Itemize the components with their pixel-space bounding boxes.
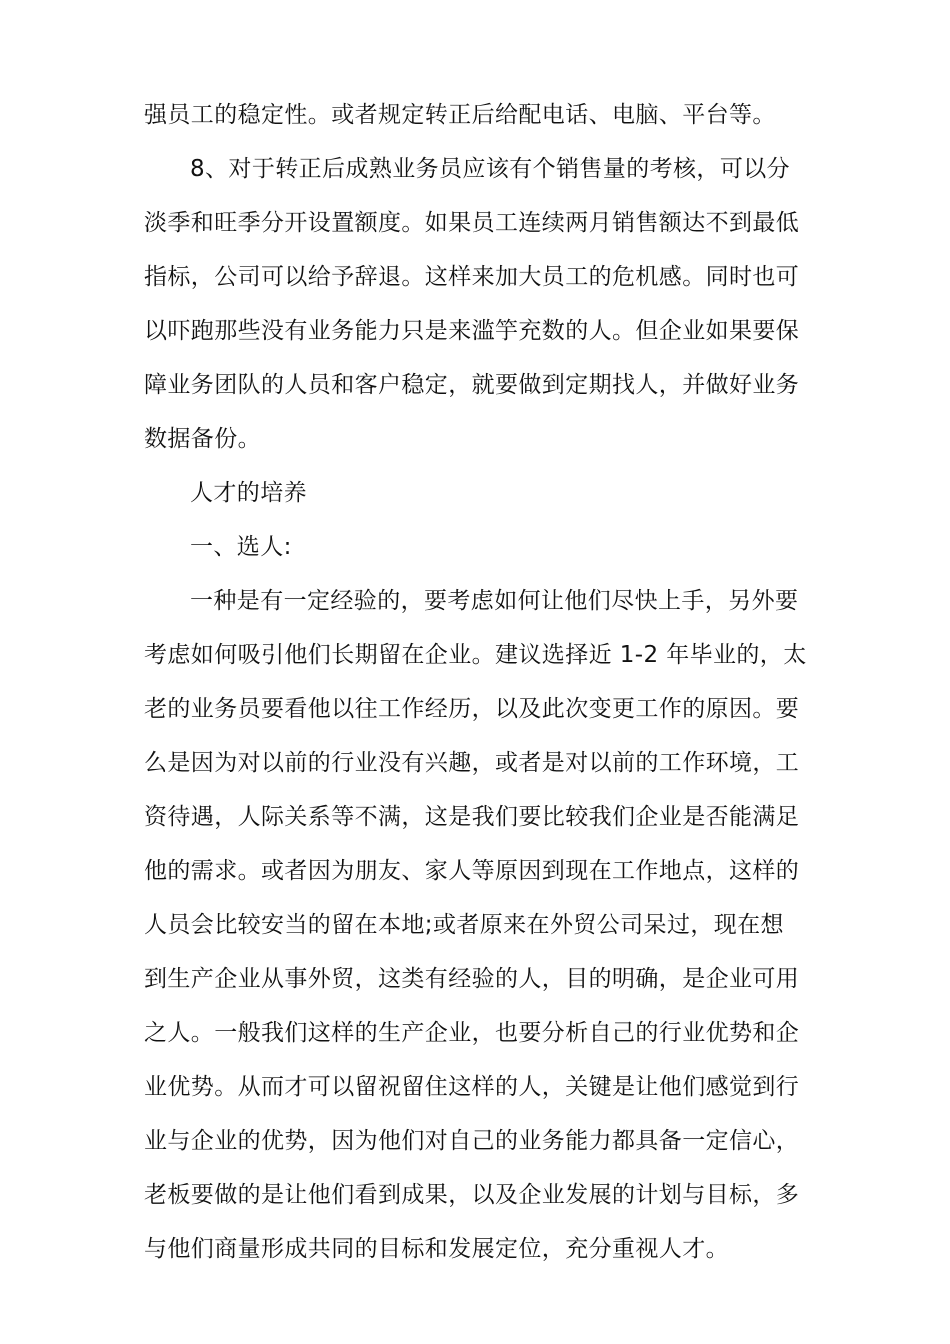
- paragraph-line: 数据备份。: [144, 426, 261, 452]
- paragraph-line: 以吓跑那些没有业务能力只是来滥竽充数的人。但企业如果要保: [144, 318, 800, 344]
- paragraph-line: 到生产企业从事外贸，这类有经验的人，目的明确，是企业可用: [144, 966, 800, 992]
- paragraph-line: 他的需求。或者因为朋友、家人等原因到现在工作地点，这样的: [144, 858, 800, 884]
- paragraph-line: 淡季和旺季分开设置额度。如果员工连续两月销售额达不到最低: [144, 210, 800, 236]
- paragraph-line: 指标，公司可以给予辞退。这样来加大员工的危机感。同时也可: [144, 264, 800, 290]
- paragraph-line: 与他们商量形成共同的目标和发展定位，充分重视人才。: [144, 1236, 729, 1262]
- section-heading: 人才的培养: [190, 480, 307, 506]
- paragraph-line: 之人。一般我们这样的生产企业，也要分析自己的行业优势和企: [144, 1020, 800, 1046]
- paragraph-line: 人员会比较安当的留在本地;或者原来在外贸公司呆过，现在想: [144, 912, 784, 938]
- paragraph-line: 8、对于转正后成熟业务员应该有个销售量的考核，可以分: [190, 156, 791, 182]
- paragraph-line: 一种是有一定经验的，要考虑如何让他们尽快上手，另外要: [190, 588, 799, 614]
- paragraph-line: 资待遇，人际关系等不满，这是我们要比较我们企业是否能满足: [144, 804, 800, 830]
- paragraph-line: 强员工的稳定性。或者规定转正后给配电话、电脑、平台等。: [144, 102, 776, 128]
- document-body: [144, 88, 824, 1276]
- paragraph-line: 考虑如何吸引他们长期留在企业。建议选择近 1-2 年毕业的，太: [144, 642, 807, 668]
- paragraph-line: 业与企业的优势，因为他们对自己的业务能力都具备一定信心，: [144, 1128, 800, 1154]
- subsection-heading: 一、选人:: [190, 534, 292, 560]
- paragraph-line: 老的业务员要看他以往工作经历，以及此次变更工作的原因。要: [144, 696, 800, 722]
- paragraph-line: 么是因为对以前的行业没有兴趣，或者是对以前的工作环境，工: [144, 750, 800, 776]
- paragraph-line: 障业务团队的人员和客户稳定，就要做到定期找人，并做好业务: [144, 372, 800, 398]
- paragraph-line: 业优势。从而才可以留祝留住这样的人，关键是让他们感觉到行: [144, 1074, 800, 1100]
- paragraph-line: 老板要做的是让他们看到成果，以及企业发展的计划与目标，多: [144, 1182, 800, 1208]
